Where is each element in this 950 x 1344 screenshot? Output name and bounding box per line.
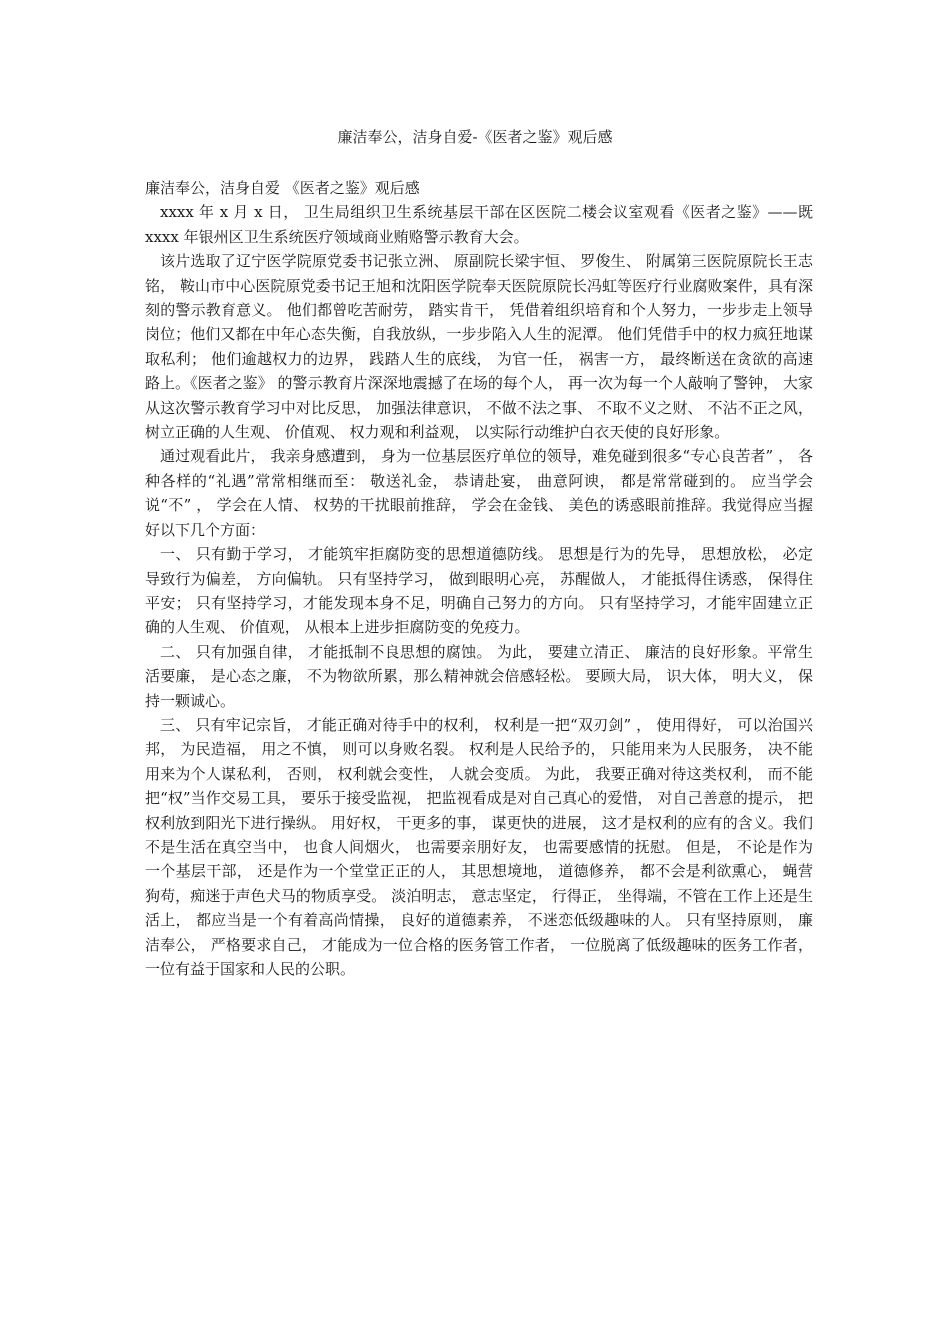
paragraph-reflection: 通过观看此片， 我亲身感遭到， 身为一位基层医疗单位的领导，难免碰到很多“专心良苦者” ， 各种各样的“礼遇”常常相继而至： 敬送礼金， 恭请赴宴， 曲意阿谀， 都是常常碰到的。 应当学会说“不” ， 学会在人情、 权势的干扰眼前推辞， 学会在金钱、 美色的诱惑眼前推辞。我觉得应当握好以下几个方面： xyxy=(145,447,813,539)
paragraph-summary: 该片选取了辽宁医学院原党委书记张立洲、 原副院长梁宇恒、 罗俊生、 附属第三医院原院长王志铭， 鞍山市中心医院原党委书记王旭和沈阳医学院奉天医院原院长冯虹等医疗行业腐败案件，具有深刻的警示教育意义。 他们都曾吃苦耐劳， 踏实肯干， 凭借着组织培育和个人努力，一步步走上领导岗位；他们又都在中年心态失衡，自我放纵，一步步陷入人生的泥潭。 他们凭借手中的权力疯狂地谋取私利； 他们逾越权力的边界， 践踏人生的底线， 为官一任， 祸害一方， 最终断送在贪欲的高速路上。《医者之鉴》 的警示教育片深深地震撼了在场的每个人， 再一次为每一个人敲响了警钟， 大家从这次警示教育学习中对比反思， 加强法律意识， 不做不法之事、 不取不义之财、 不沾不正之风， 树立正确的人生观、 价值观、 权力观和利益观， 以实际行动维护白衣天使的良好形象。 xyxy=(145,252,813,442)
document-title: 廉洁奉公，洁身自爱-《医者之鉴》观后感 xyxy=(337,128,613,146)
paragraph-point-one: 一、 只有勤于学习， 才能筑牢拒腐防变的思想道德防线。 思想是行为的先导， 思想放松， 必定导致行为偏差， 方向偏轨。 只有坚持学习， 做到眼明心亮， 苏醒做人， 才能抵得住诱惑， 保得住平安； 只有坚持学习，才能发现本身不足，明确自己努力的方向。 只有坚持学习，才能牢固建立正确的人生观、 价值观， 从根本上进步拒腐防变的免疫力。 xyxy=(145,545,813,637)
paragraph-point-three: 三、 只有牢记宗旨， 才能正确对待手中的权利， 权利是一把“双刃剑” ， 使用得好， 可以治国兴邦， 为民造福， 用之不慎， 则可以身败名裂。 权利是人民给予的， 只能用来为人民服务， 决不能用来为个人谋私利， 否则， 权利就会变性， 人就会变质。 为此， 我要正确对待这类权利， 而不能把“权”当作交易工具， 要乐于接受监视， 把监视看成是对自己真心的爱惜， 对自己善意的提示， 把权利放到阳光下进行操纵。 用好权， 干更多的事， 谋更快的进展， 这才是权利的应有的含义。我们不是生活在真空当中， 也食人间烟火， 也需要亲朋好友， 也需要感情的抚慰。 但是， 不论是作为一个基层干部， 还是作为一个堂堂正正的人， 其思想境地， 道德修养， 都不会是利欲熏心， 蝇营狗苟，痴迷于声色犬马的物质享受。 淡泊明志， 意志坚定， 行得正， 坐得端，不管在工作上还是生活上， 都应当是一个有着高尚情操， 良好的道德素养， 不迷恋低级趣味的人。 只有坚持原则， 廉洁奉公， 严格要求自己， 才能成为一位合格的医务管工作者， 一位脱离了低级趣味的医务工作者， 一位有益于国家和人民的公职。 xyxy=(145,715,813,978)
paragraph-point-two: 二、 只有加强自律， 才能抵制不良思想的腐蚀。 为此， 要建立清正、 廉洁的良好形象。平常生活要廉， 是心态之廉， 不为物欲所累，那么精神就会倍感轻松。 要顾大局， 识大体， 明大义， 保持一颗诚心。 xyxy=(145,642,813,710)
document-subtitle: 廉洁奉公，洁身自爱 《医者之鉴》观后感 xyxy=(145,179,420,197)
document-body xyxy=(145,176,813,981)
paragraph-intro: xxxx 年 x 月 x 日， 卫生局组织卫生系统基层干部在区医院二楼会议室观看《医者之鉴》——既 xxxx 年银州区卫生系统医疗领域商业贿赂警示教育大会。 xyxy=(145,203,813,246)
